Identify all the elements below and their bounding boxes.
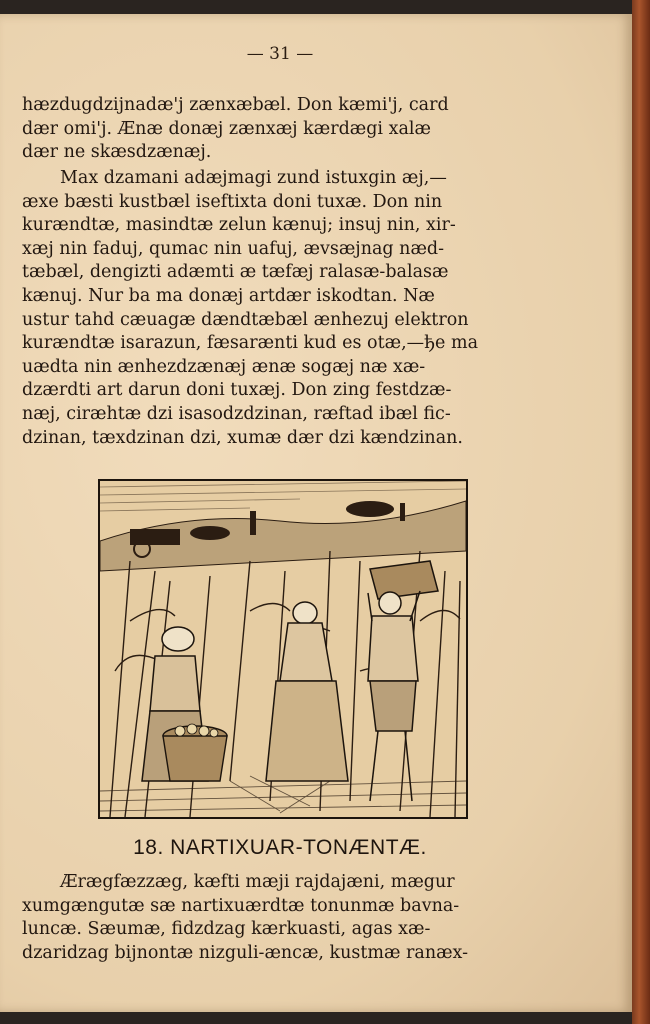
text-line: Ærægfæzzæg, kæfti mæji rajdajæni, mægur [60, 872, 455, 892]
text-line: luncæ. Sæumæ, fidzdzag kærkuasti, agas xæ- [22, 919, 431, 940]
text-line: dzinan, tæxdzinan dzi, xumæ dær dzi kændzinan. [22, 427, 463, 448]
text-line: tæbæl, dengizti adæmti æ tæfæj ralasæ-balasæ [22, 262, 449, 283]
text-line: xumgængutæ sæ nartixuærdtæ tonunmæ bavna- [22, 895, 460, 916]
harvest-illustration [98, 479, 468, 819]
text-line: hæzdugdzijnadæ'j zænxæbæl. Don kæmi'j, card [22, 95, 449, 115]
text-line: Max dzamani adæjmagi zund istuxgin æj,— [60, 168, 447, 188]
text-line: dær omi'j. Ænæ donæj zænxæj kærdægi xalæ [22, 118, 431, 139]
book-page [0, 14, 632, 1012]
bottom-text-block [22, 871, 532, 965]
text-line: æxe bæsti kustbæl iseftixta doni tuxæ. Don nin [22, 191, 443, 212]
book-spine-edge [632, 0, 650, 1024]
text-line: dzærdti art darun doni tuxæj. Don zing festdzæ- [22, 380, 452, 401]
section-heading: 18. NARTIXUAR-TONÆNTÆ. [133, 836, 427, 859]
page-number: — 31 — [246, 44, 314, 64]
text-line: kurændtæ isarazun, fæsarænti kud es otæ,—ђe ma [22, 333, 478, 354]
corn-harvest-engraving-icon [100, 481, 466, 817]
text-line: dzaridzag bijnontæ nizguli-æncæ, kustmæ ranæx- [22, 942, 469, 963]
paragraph-block [22, 167, 532, 450]
text-line: kurændtæ, masindtæ zelun kænuj; insuj nin, xir- [22, 215, 456, 236]
text-line: xæj nin faduj, qumac nin uafuj, ævsæjnag næd- [22, 238, 445, 259]
top-text-block [22, 94, 532, 165]
text-line: kænuj. Nur ba ma donæj artdær iskodtan. Næ [22, 285, 435, 306]
text-line: uædta nin ænhezdzænæj ænæ sogæj næ xæ- [22, 356, 426, 377]
text-line: dær ne skæsdzænæj. [22, 142, 212, 163]
text-line: ustur tahd cæuagæ dændtæbæl ænhezuj elektron [22, 309, 469, 330]
text-line: næj, ciræhtæ dzi isasodzdzinan, ræftad ibæl fic- [22, 403, 451, 424]
